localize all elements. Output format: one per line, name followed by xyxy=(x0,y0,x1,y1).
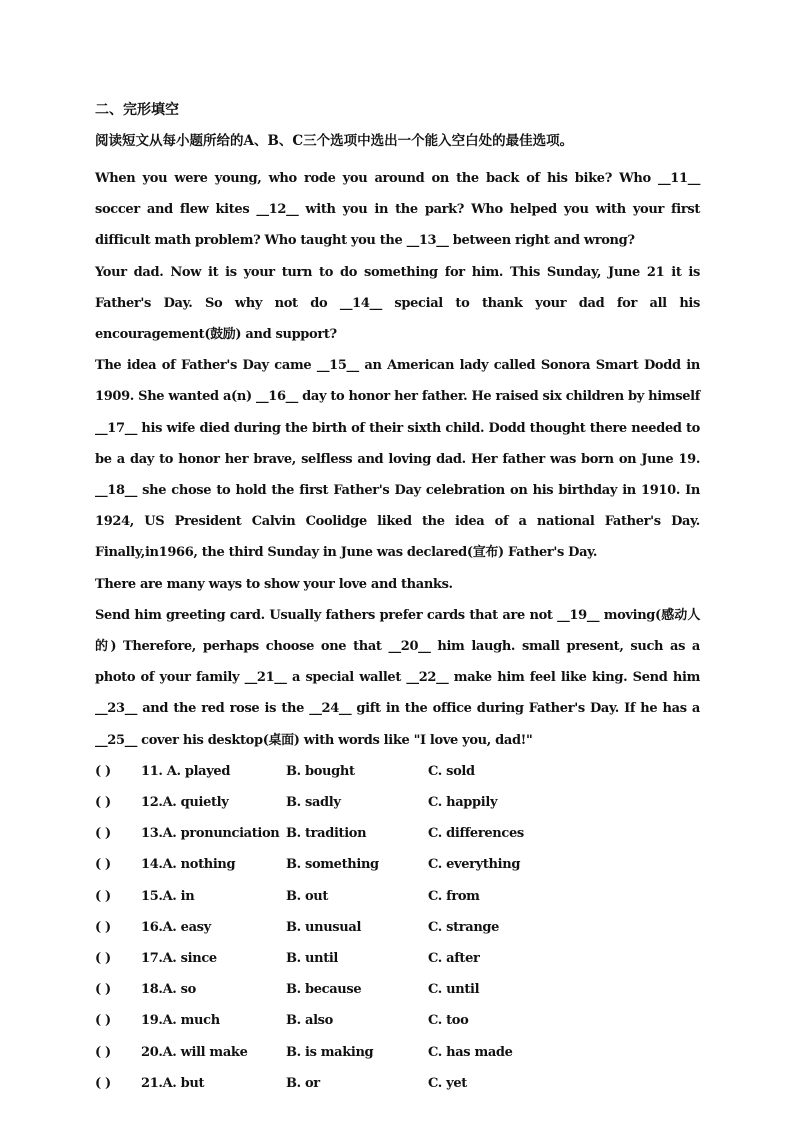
option-c: C. from xyxy=(428,888,480,904)
passage xyxy=(95,163,700,756)
option-c: C. has made xyxy=(428,1044,513,1060)
passage-paragraph: When you were young, who rode you around on the back of his bike? Who __11__ soccer and flew kites __12__ with you in the park? Who helped you with your first difficult math problem? Who taught you the __13__ between right and wrong? xyxy=(95,171,700,249)
option-a: 19.A. much xyxy=(141,1013,220,1029)
option-c: C. differences xyxy=(428,826,524,842)
section-heading: 二、完形填空 xyxy=(95,102,179,118)
option-a: 15.A. in xyxy=(141,888,195,904)
answer-blank: ( ) xyxy=(95,1013,111,1029)
option-c: C. strange xyxy=(428,919,500,935)
option-c: C. everything xyxy=(428,857,521,873)
question-row xyxy=(95,1037,700,1068)
option-b: B. or xyxy=(286,1075,320,1091)
option-b: B. is making xyxy=(286,1044,374,1060)
document-page xyxy=(95,100,700,1099)
option-c: C. until xyxy=(428,982,480,998)
answer-blank: ( ) xyxy=(95,982,111,998)
option-b: B. until xyxy=(286,951,339,967)
question-row xyxy=(95,943,700,974)
question-row xyxy=(95,1068,700,1099)
option-c: C. too xyxy=(428,1013,469,1029)
option-a: 12.A. quietly xyxy=(141,795,229,811)
answer-blank: ( ) xyxy=(95,1044,111,1060)
question-row xyxy=(95,787,700,818)
option-c: C. sold xyxy=(428,763,475,779)
answer-blank: ( ) xyxy=(95,919,111,935)
option-a: 11. A. played xyxy=(141,763,231,779)
question-row xyxy=(95,912,700,943)
option-a: 13.A. pronunciation xyxy=(141,826,280,842)
question-row xyxy=(95,818,700,849)
passage-paragraph: Your dad. Now it is your turn to do something for him. This Sunday, June 21 it is Father's Day. So why not do __14__ special to thank your dad for all his encouragement(鼓励) and support? xyxy=(95,264,700,343)
answer-blank: ( ) xyxy=(95,888,111,904)
option-b: B. also xyxy=(286,1013,333,1029)
option-a: 14.A. nothing xyxy=(141,857,236,873)
option-b: B. out xyxy=(286,888,329,904)
passage-paragraph: There are many ways to show your love and thanks. xyxy=(95,576,453,592)
question-row xyxy=(95,1005,700,1036)
option-b: B. tradition xyxy=(286,826,367,842)
answer-blank: ( ) xyxy=(95,857,111,873)
answer-blank: ( ) xyxy=(95,763,111,779)
question-row xyxy=(95,756,700,787)
option-b: B. bought xyxy=(286,763,355,779)
option-b: B. unusual xyxy=(286,919,362,935)
option-c: C. happily xyxy=(428,795,498,811)
option-a: 16.A. easy xyxy=(141,919,211,935)
passage-paragraph: The idea of Father's Day came __15__ an American lady called Sonora Smart Dodd in 1909. She wanted a(n) __16__ day to honor her father. He raised six children by himself __17__ his wife died during the birth of their sixth child. Dodd thought there needed to be a day to honor her brave, selfless and loving dad. Her father was born on June 19. __18__ she chose to hold the first Father's Day celebration on his birthday in 1910. In 1924, US President Calvin Coolidge liked the idea of a national Father's Day. Finally,in1966, the third Sunday in June was declared(宣布) Father's Day. xyxy=(95,358,700,561)
option-c: C. after xyxy=(428,951,480,967)
question-row xyxy=(95,849,700,880)
answer-blank: ( ) xyxy=(95,951,111,967)
answer-blank: ( ) xyxy=(95,1075,111,1091)
option-a: 20.A. will make xyxy=(141,1044,248,1060)
option-c: C. yet xyxy=(428,1075,467,1091)
answer-blank: ( ) xyxy=(95,795,111,811)
option-b: B. something xyxy=(286,857,379,873)
option-a: 17.A. since xyxy=(141,951,217,967)
option-a: 21.A. but xyxy=(141,1075,205,1091)
question-row xyxy=(95,881,700,912)
section-instruction: 阅读短文从每小题所给的A、B、C三个选项中选出一个能入空白处的最佳选项。 xyxy=(95,133,574,149)
option-b: B. sadly xyxy=(286,795,341,811)
option-b: B. because xyxy=(286,982,362,998)
question-row xyxy=(95,974,700,1005)
passage-paragraph: Send him greeting card. Usually fathers prefer cards that are not __19__ moving(感动人的) Therefore, perhaps choose one that __20__ him laugh. small present, such as a photo of your family __21__ a special wallet __22__ make him feel like king. Send him __23__ and the red rose is the __24__ gift in the office during Father's Day. If he has a __25__ cover his desktop(桌面) with words like "I love you, dad!" xyxy=(95,607,700,748)
question-list xyxy=(95,756,700,1099)
option-a: 18.A. so xyxy=(141,982,196,998)
answer-blank: ( ) xyxy=(95,826,111,842)
